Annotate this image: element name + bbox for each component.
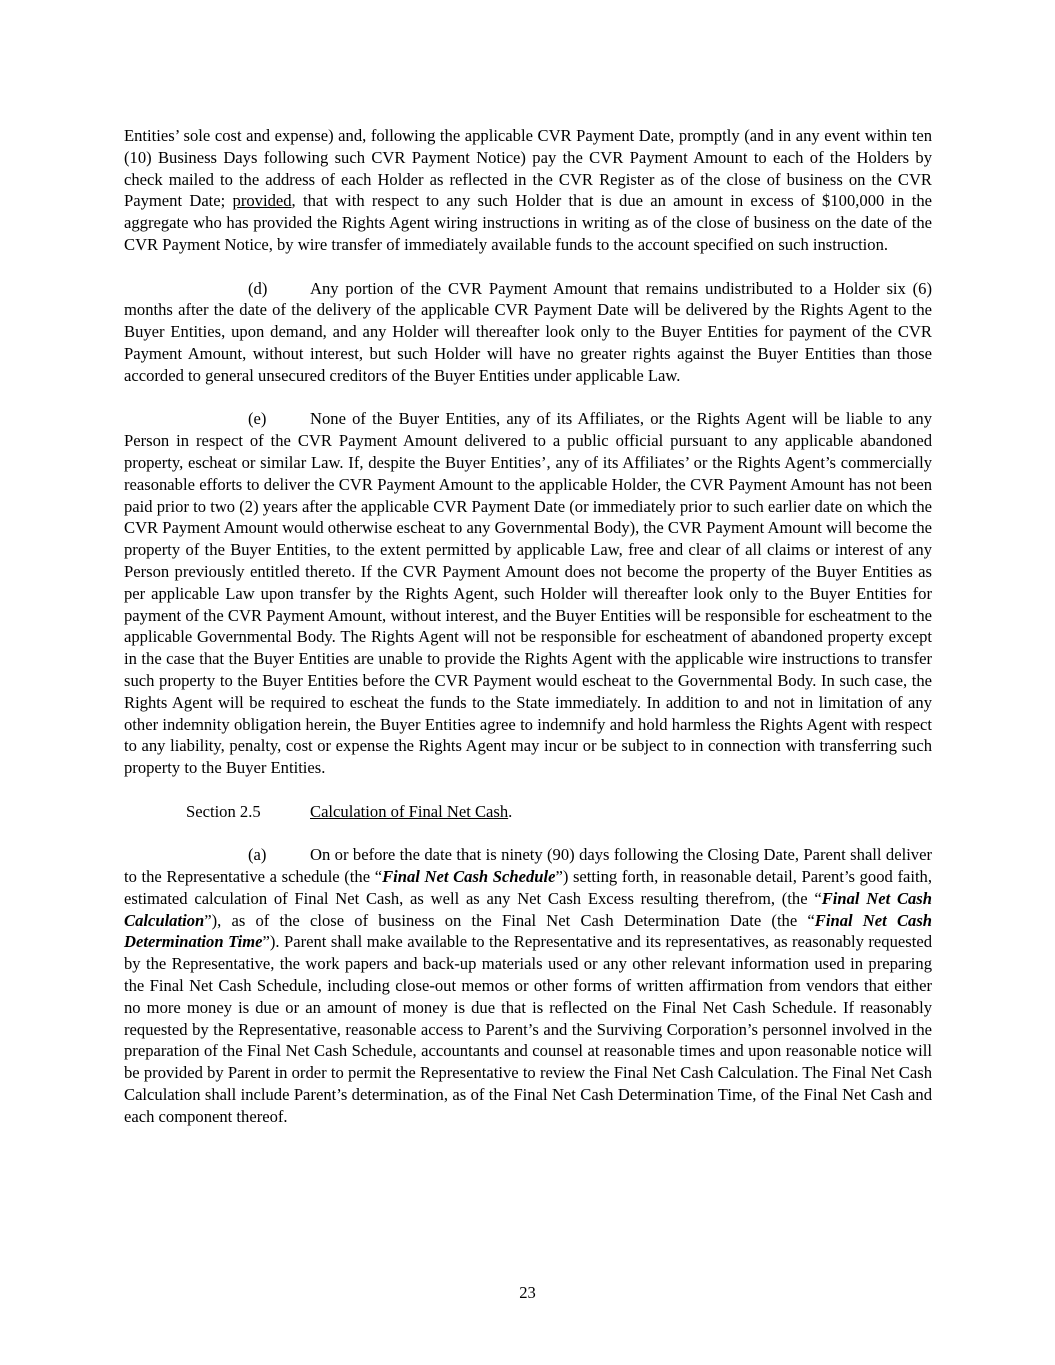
defined-term-final-net-cash-calculation: Final Net Cash Calculation [124, 888, 932, 930]
paragraph-d [124, 278, 932, 387]
paragraph-a-label: (a) [248, 845, 267, 865]
paragraph-a-text-1: On or before the date that is ninety (90) days following the Closing Date, Parent shall deliver to the Representative a schedule (the “ [124, 845, 932, 887]
document-page [124, 125, 932, 1128]
section-heading [124, 801, 932, 823]
paragraph-c-continuation [124, 125, 932, 256]
defined-term-final-net-cash-determination-time: Final Net Cash Determination Time [124, 910, 933, 952]
paragraph-e-label: (e) [248, 409, 267, 429]
paragraph-a-text-4: ”). Parent shall make available to the Representative and its representatives, as reasonably requested by the Representative, the work papers and back-up materials used or any other relevant information used in preparing the Final Net Cash Schedule, including close-out memos or other forms of written affirmation from vendors that either no more money is due or an amount of money is due that is reflected on the Final Net Cash Schedule. If reasonably requested by the Representative, reasonable access to Parent’s and the Surviving Corporation’s personnel involved in the preparation of the Final Net Cash Schedule, accountants and counsel at reasonable times and upon reasonable notice will be provided by Parent in order to permit the Representative to review the Final Net Cash Calculation. The Final Net Cash Calculation shall include Parent’s determination, as of the Final Net Cash Determination Time, of the Final Net Cash and each component thereof. [124, 932, 932, 1126]
defined-term-final-net-cash-schedule: Final Net Cash Schedule [382, 867, 556, 887]
paragraph-d-text: Any portion of the CVR Payment Amount that remains undistributed to a Holder six (6) months after the date of the delivery of the applicable CVR Payment Date will be delivered by the Rights Agent to the Buyer Entities, upon demand, and any Holder will thereafter look only to the Buyer Entities for payment of the CVR Payment Amount, without interest, but such Holder will have no greater rights against the Buyer Entities than those accorded to general unsecured creditors of the Buyer Entities under applicable Law. [124, 278, 932, 385]
paragraph-c-text-2: , that with respect to any such Holder that is due an amount in excess of $100,000 in the aggregate who has provided the Rights Agent wiring instructions in writing as of the close of business on the date of the CVR Payment Notice, by wire transfer of immediately available funds to the account specified on such instruction. [124, 191, 932, 254]
provided-term: provided [232, 191, 292, 211]
paragraph-c-text-1: Entities’ sole cost and expense) and, following the applicable CVR Payment Date, promptly (and in any event within ten (10) Business Days following such CVR Payment Notice) pay the CVR Payment Amount to each of the Holders by check mailed to the address of each Holder as reflected in the CVR Register as of the close of business on the CVR Payment Date; [124, 126, 932, 211]
section-number: Section 2.5 [186, 801, 261, 821]
paragraph-d-label: (d) [248, 278, 268, 298]
paragraph-a-text-2: ”) setting forth, in reasonable detail, Parent’s good faith, estimated calculation of Final Net Cash, as well as any Net Cash Excess resulting therefrom, (the “ [124, 867, 932, 908]
paragraph-e [124, 408, 932, 779]
paragraph-a-text-3: ”), as of the close of business on the Final Net Cash Determination Date (the “ [204, 910, 815, 930]
section-title-period: . [508, 801, 513, 821]
section-title: Calculation of Final Net Cash [310, 801, 509, 821]
paragraph-e-text: None of the Buyer Entities, any of its Affiliates, or the Rights Agent will be liable to any Person in respect of the CVR Payment Amount delivered to a public official pursuant to any applicable abandoned property, escheat or similar Law. If, despite the Buyer Entities’, any of its Affiliates’ or the Rights Agent’s commercially reasonable efforts to deliver the CVR Payment Amount to the applicable Holder, the CVR Payment Amount has not been paid prior to two (2) years after the applicable CVR Payment Date (or immediately prior to such earlier date on which the CVR Payment Amount would otherwise escheat to any Governmental Body), the CVR Payment Amount will become the property of the Buyer Entities, to the extent permitted by applicable Law, free and clear of all claims or interest of any Person previously entitled thereto. If the CVR Payment Amount does not become the property of the Buyer Entities as per applicable Law upon transfer by the Rights Agent, such Holder will thereafter look only to the Buyer Entities for payment of the CVR Payment Amount, without interest, and the Buyer Entities will be responsible for escheatment to the applicable Governmental Body. The Rights Agent will not be responsible for escheatment of abandoned property except in the case that the Buyer Entities are unable to provide the Rights Agent with the applicable wire instructions to transfer such property to the Buyer Entities before the CVR Payment would escheat to the Governmental Body. In such case, the Rights Agent will be required to escheat the funds to the State immediately. In addition to and not in limitation of any other indemnity obligation herein, the Buyer Entities agree to indemnify and hold harmless the Rights Agent with respect to any liability, penalty, cost or expense the Rights Agent may incur or be subject to in connection with transferring such property to the Buyer Entities. [124, 409, 932, 778]
page-number: 23 [519, 1283, 536, 1302]
paragraph-a [124, 844, 932, 1127]
